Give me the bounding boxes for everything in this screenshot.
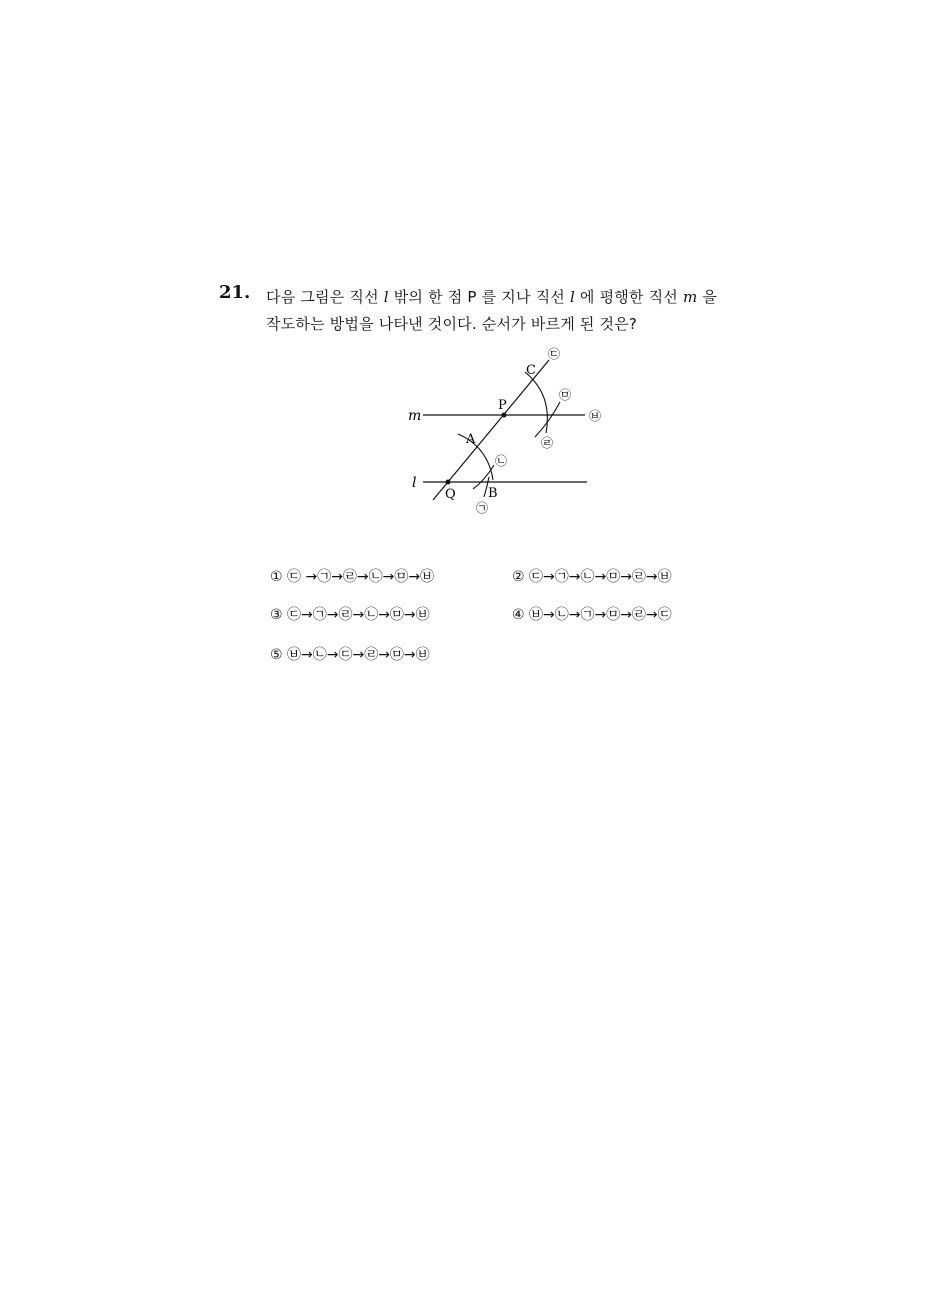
choice-number: ⑤ [270,647,283,663]
step-label: ㉣ [541,436,554,450]
arc-a-b [458,434,493,480]
step-label: ㉠ [476,501,489,515]
choice-3[interactable] [270,604,430,624]
point-p [502,413,507,418]
question-text-line-2: 작도하는 방법을 나타낸 것이다. 순서가 바르게 된 것은? [266,315,638,333]
label-q: Q [445,487,456,502]
step-label: ㉥ [589,409,602,423]
choice-text: ㉢ →㉠→㉣→㉡→㉤→㉥ [287,569,435,585]
label-b: B [488,486,498,501]
point-q [446,480,451,485]
step-label: ㉢ [548,347,561,361]
question-text-part: 밖의 한 점 P 를 지나 직선 [388,288,570,306]
choice-number: ④ [512,607,525,623]
question-text-part: 에 평행한 직선 [574,288,683,306]
choice-text: ㉢→㉠→㉣→㉡→㉤→㉥ [287,607,430,623]
choice-5[interactable] [270,644,430,664]
arc-c [525,372,547,433]
choice-number: ② [512,569,525,585]
label-l: l [412,475,417,491]
choice-text: ㉥→㉡→㉢→㉣→㉤→㉥ [287,647,430,663]
choice-number: ① [270,569,283,585]
variable-l: l [569,288,575,306]
question-text-line-1 [266,286,717,307]
variable-l: l [383,288,389,306]
choice-text: ㉥→㉡→㉠→㉤→㉣→㉢ [529,607,672,623]
choice-4[interactable] [512,604,672,624]
label-m: m [408,408,422,424]
label-a: A [466,432,476,447]
choice-number: ③ [270,607,283,623]
label-c: C [526,363,536,378]
label-p: P [498,398,507,413]
choice-1[interactable] [270,566,434,586]
question-text-part: 을 [697,288,718,306]
step-label: ㉤ [559,388,572,402]
choice-text: ㉢→㉠→㉡→㉤→㉣→㉥ [529,569,672,585]
transversal-line [433,360,549,500]
construction-figure [395,347,620,520]
variable-m: m [682,288,698,306]
question-number: 21. [219,282,251,303]
step-label: ㉡ [495,454,508,468]
choice-2[interactable] [512,566,672,586]
question-text-part: 다음 그림은 직선 [266,288,384,306]
